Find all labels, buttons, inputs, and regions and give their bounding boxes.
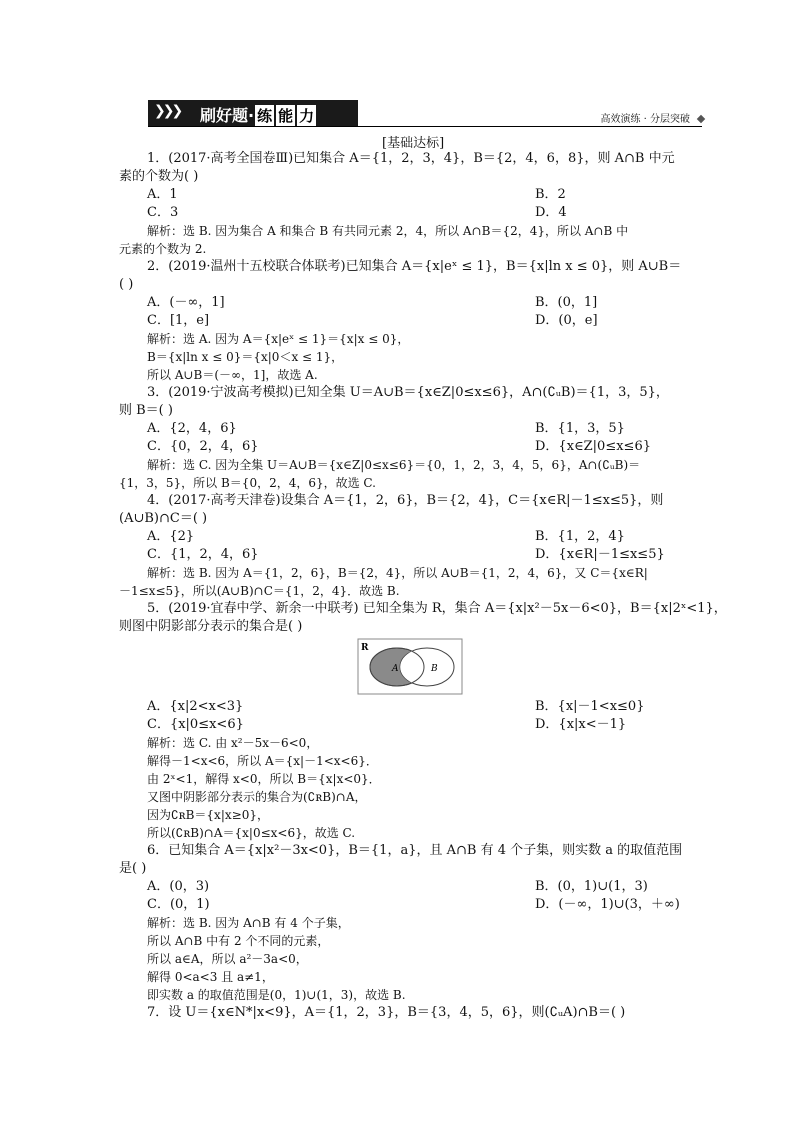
option-a: A．1 <box>147 187 178 202</box>
option-b: B．{1，3，5} <box>535 421 625 436</box>
option-d: D．{x|x<－1} <box>535 717 627 732</box>
option-a: A．{2} <box>147 529 195 544</box>
set-b-label: B <box>431 664 438 674</box>
solution-6: 解析：选 B. 因为 A∩B 有 4 个子集， <box>147 916 350 930</box>
option-c: C．(0，1) <box>147 897 210 912</box>
option-b: B．2 <box>535 187 566 202</box>
options-row <box>119 294 679 312</box>
solution-4: 解析：选 B. 因为 A＝{1，2，6}，B＝{2，4}，所以 A∪B＝{1，2，4，6}，又 C＝{x∈R| <box>147 566 648 580</box>
option-c: C．{x|0≤x<6} <box>147 717 244 732</box>
options-row <box>119 438 679 456</box>
option-d: D．4 <box>535 205 567 220</box>
question-3-cont: 则 B＝( ) <box>119 403 173 418</box>
option-d: D．(0，e] <box>535 313 598 328</box>
solution-5-line: 由 2ˣ<1，解得 x<0，所以 B＝{x|x<0}． <box>147 772 381 786</box>
option-b: B．(0，1)∪(1，3) <box>535 879 648 894</box>
option-a: A．{2，4，6} <box>147 421 237 436</box>
options-row <box>119 528 679 546</box>
solution-5-line: 解得－1<x<6，所以 A＝{x|－1<x<6}． <box>147 754 378 768</box>
option-b: B．{x|－1<x≤0} <box>535 699 645 714</box>
solution-1-cont: 元素的个数为 2. <box>119 242 207 256</box>
question-1-cont: 素的个数为( ) <box>119 169 199 184</box>
option-c: C．[1，e] <box>147 313 210 328</box>
option-d: D．{x∈R|－1≤x≤5} <box>535 547 665 562</box>
universe-label: R <box>361 643 369 653</box>
solution-3: 解析：选 C. 因为全集 U＝A∪B＝{x∈Z|0≤x≤6}＝{0，1，2，3，4，5，6}，A∩(∁ᵤB)＝ <box>147 458 641 472</box>
options-row <box>119 204 679 222</box>
options-row <box>119 896 679 914</box>
question-2-cont: ( ) <box>119 277 134 292</box>
question-1: 1．(2017·高考全国卷Ⅲ)已知集合 A＝{1，2，3，4}，B＝{2，4，6，8}，则 A∩B 中元 <box>147 151 675 166</box>
solution-6-line: 所以 A∩B 中有 2 个不同的元素， <box>147 934 330 948</box>
set-a-label: A <box>392 664 399 674</box>
option-d: D．{x∈Z|0≤x≤6} <box>535 439 651 454</box>
question-5-cont: 则图中阴影部分表示的集合是( ) <box>119 619 303 634</box>
question-6: 6．已知集合 A＝{x|x²－3x<0}，B＝{1，a}，且 A∩B 有 4 个子集，则实数 a 的取值范围 <box>147 843 683 858</box>
options-row <box>119 716 679 734</box>
question-4: 4．(2017·高考天津卷)设集合 A＝{1，2，6}，B＝{2，4}，C＝{x∈R|－1≤x≤5}，则 <box>147 493 664 508</box>
solution-2-line: B＝{x|ln x ≤ 0}＝{x|0＜x ≤ 1}， <box>147 350 344 364</box>
options-row <box>119 312 679 330</box>
option-c: C．{1，2，4，6} <box>147 547 259 562</box>
option-c: C．3 <box>147 205 179 220</box>
option-a: A．{x|2<x<3} <box>147 699 244 714</box>
solution-5: 解析：选 C. 由 x²－5x－6<0， <box>147 736 319 750</box>
options-row <box>119 878 679 896</box>
question-6-cont: 是( ) <box>119 861 147 876</box>
option-a: A．(－∞，1] <box>147 295 225 310</box>
options-row <box>119 420 679 438</box>
solution-5-line: 所以(∁ʀB)∩A＝{x|0≤x<6}，故选 C. <box>147 826 356 840</box>
question-2: 2．(2019·温州十五校联合体联考)已知集合 A＝{x|eˣ ≤ 1}，B＝{x|ln x ≤ 0}，则 A∪B＝ <box>147 259 682 274</box>
section-banner <box>148 100 358 126</box>
header-rule <box>148 126 702 127</box>
solution-2-line: 所以 A∪B＝(－∞，1]，故选 A. <box>147 368 318 382</box>
question-list <box>119 150 727 1022</box>
section-title: [基础达标] <box>382 136 445 151</box>
banner-title: 刷好题· 练 能 力 <box>200 106 315 125</box>
solution-6-line: 即实数 a 的取值范围是(0，1)∪(1，3)，故选 B. <box>147 988 406 1002</box>
options-row <box>119 546 679 564</box>
option-a: A．(0，3) <box>147 879 210 894</box>
question-7: 7．设 U＝{x∈N*|x<9}，A＝{1，2，3}，B＝{3，4，5，6}，则(∁ᵤA)∩B＝( ) <box>147 1005 626 1020</box>
question-5: 5．(2019·宜春中学、新余一中联考) 已知全集为 R，集合 A＝{x|x²－5x－6<0}，B＝{x|2ˣ<1}， <box>147 601 727 616</box>
option-b: B．(0，1] <box>535 295 598 310</box>
option-b: B．{1，2，4} <box>535 529 625 544</box>
solution-5-line: 因为∁ʀB＝{x|x≥0}， <box>147 808 269 822</box>
option-c: C．{0，2，4，6} <box>147 439 259 454</box>
solution-2: 解析：选 A. 因为 A＝{x|eˣ ≤ 1}＝{x|x ≤ 0}， <box>147 332 410 346</box>
venn-diagram <box>357 638 463 696</box>
diamond-icon <box>697 115 705 123</box>
venn-figure <box>119 636 679 698</box>
question-3: 3．(2019·宁波高考模拟)已知全集 U＝A∪B＝{x∈Z|0≤x≤6}，A∩(∁ᵤB)＝{1，3，5}， <box>147 385 669 400</box>
options-row <box>119 698 679 716</box>
solution-6-line: 所以 a∈A，所以 a²－3a<0， <box>147 952 308 966</box>
options-row <box>119 186 679 204</box>
solution-5-line: 又图中阴影部分表示的集合为(∁ʀB)∩A， <box>147 790 367 804</box>
solution-3-cont: {1，3，5}，所以 B＝{0，2，4，6}，故选 C. <box>119 476 376 490</box>
header-tagline: 高效演练 · 分层突破 <box>600 114 690 125</box>
option-d: D．(－∞，1)∪(3，＋∞) <box>535 897 680 912</box>
solution-6-line: 解得 0<a<3 且 a≠1， <box>147 970 274 984</box>
chevron-icon: ❯❯❯ <box>154 103 181 119</box>
solution-4-cont: －1≤x≤5}，所以(A∪B)∩C＝{1，2，4}．故选 B. <box>119 584 400 598</box>
solution-1: 解析：选 B. 因为集合 A 和集合 B 有共同元素 2，4，所以 A∩B＝{2，4}，所以 A∩B 中 <box>147 224 629 238</box>
question-4-cont: (A∪B)∩C＝( ) <box>119 511 208 526</box>
